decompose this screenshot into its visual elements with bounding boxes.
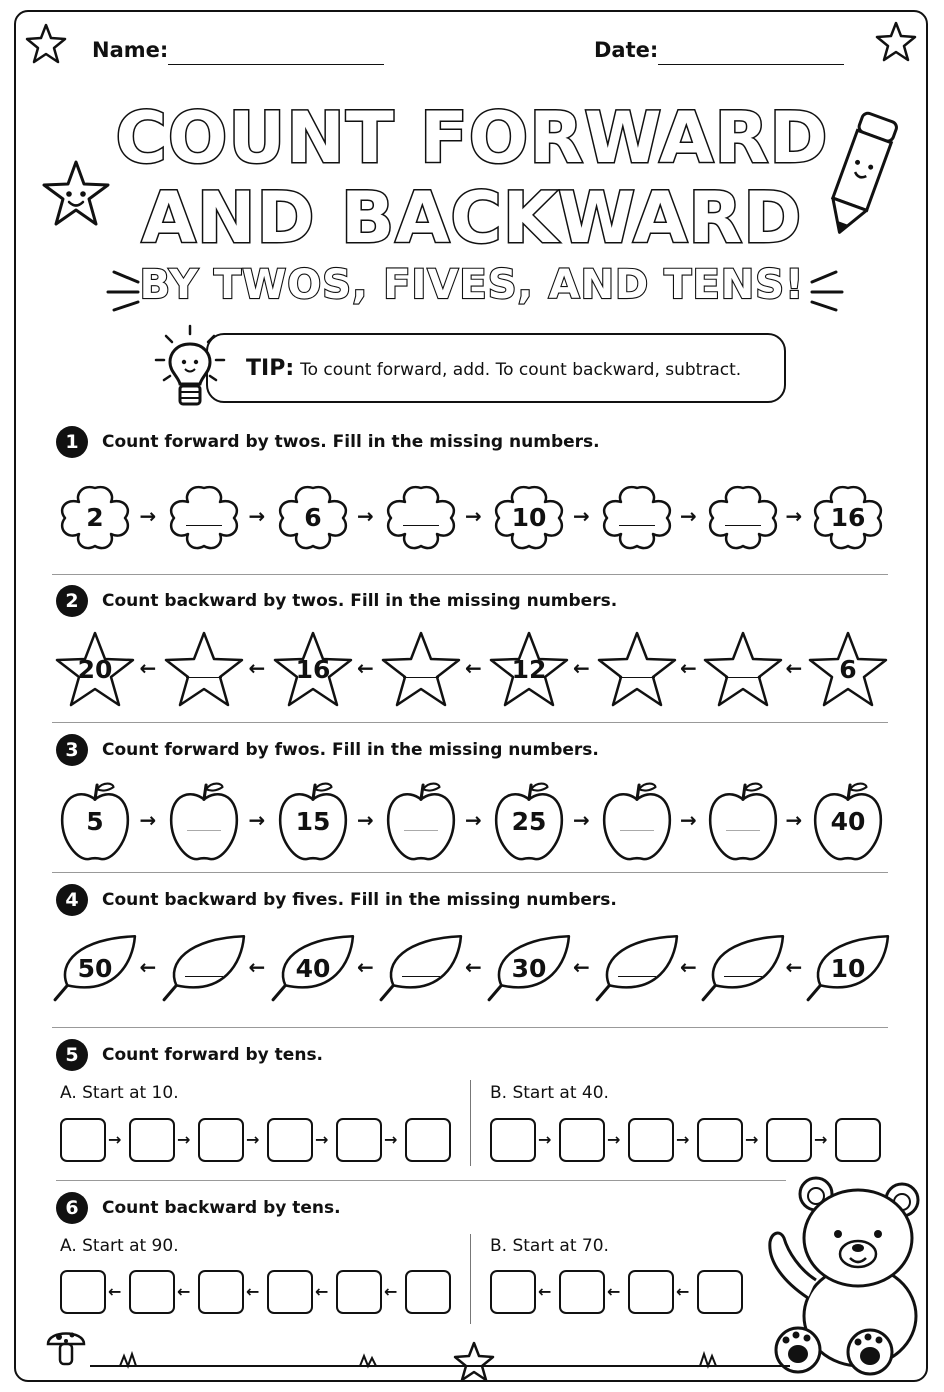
lightbulb-icon [150,322,230,412]
arrow-left-icon: ← [315,1282,329,1301]
answer-box[interactable] [697,1118,743,1162]
arrow-right-icon: → [745,1130,759,1149]
name-label: Name: [92,38,169,62]
sequence-number: 6 [839,654,857,684]
question-text: Count forward by fwos. Fill in the missing numbers. [102,740,599,760]
sequence-number: 10 [511,502,547,532]
flower-number-shape [808,478,888,556]
flower-number-shape [55,478,135,556]
section-divider [52,872,888,873]
tip-text-row [246,356,741,381]
answer-blank[interactable] [725,525,760,526]
arrow-right-icon: → [680,808,697,832]
answer-blank[interactable] [402,976,441,977]
arrow-left-icon: ← [785,656,803,680]
arrow-right-icon: → [785,504,803,528]
star-icon [24,22,68,66]
answer-blank[interactable] [403,677,440,678]
arrow-left-icon: ← [139,656,157,680]
arrow-left-icon: ← [680,656,697,680]
sequence-number: 12 [511,654,547,684]
answer-blank[interactable] [619,677,656,678]
answer-box[interactable] [336,1270,382,1314]
question-text: Count forward by twos. Fill in the missing numbers. [102,432,600,452]
arrow-right-icon: → [384,1130,398,1149]
star-number-shape[interactable] [162,628,246,710]
leaf-number-shape [51,930,139,1006]
answer-blank[interactable] [403,525,438,526]
part-b-label: B. Start at 40. [490,1083,609,1103]
answer-blank[interactable] [186,525,221,526]
sequence-number: 5 [86,806,104,836]
flower-number-shape[interactable] [164,478,244,556]
arrow-left-icon: ← [108,1282,122,1301]
arrow-right-icon: → [357,808,374,832]
leaf-number-shape [804,930,892,1006]
apple-number-shape[interactable] [704,778,782,864]
answer-box[interactable] [559,1118,605,1162]
title-line-2: AND BACKWARD [141,177,803,259]
arrow-left-icon: ← [607,1282,621,1301]
sequence-number: 40 [295,953,331,983]
apple-number-shape[interactable] [165,778,243,864]
star-number-shape [487,628,571,710]
section-divider [56,1180,786,1181]
flower-number-shape [489,478,569,556]
arrow-left-icon: ← [139,955,157,979]
arrow-right-icon: → [538,1130,552,1149]
arrow-right-icon: → [676,1130,690,1149]
answer-box[interactable] [405,1118,451,1162]
arrow-right-icon: → [573,504,590,528]
flower-number-shape[interactable] [381,478,461,556]
answer-box[interactable] [490,1118,536,1162]
arrow-left-icon: ← [384,1282,398,1301]
leaf-number-shape [269,930,357,1006]
apple-number-shape [56,778,134,864]
arrow-left-icon: ← [676,1282,690,1301]
title-line-1: COUNT FORWARD [115,97,829,179]
tip-text: To count forward, add. To count backward, subtract. [300,360,742,380]
question-text: Count backward by tens. [102,1198,341,1218]
answer-box[interactable] [267,1118,313,1162]
answer-blank[interactable] [404,830,438,831]
title-line-3: BY TWOS, FIVES, AND TENS! [139,262,805,308]
arrow-left-icon: ← [465,656,482,680]
question-number: 5 [56,1039,88,1071]
part-a-label: A. Start at 90. [60,1236,179,1256]
sequence-number: 40 [830,806,866,836]
flower-number-shape[interactable] [703,478,783,556]
sequence-number: 10 [830,953,866,983]
tip-label: TIP: [246,356,295,381]
leaf-number-shape[interactable] [160,930,248,1006]
answer-box[interactable] [628,1270,674,1314]
answer-box[interactable] [60,1118,106,1162]
arrow-right-icon: → [680,504,697,528]
answer-blank[interactable] [726,830,760,831]
arrow-left-icon: ← [357,656,374,680]
arrow-left-icon: ← [246,1282,260,1301]
apple-number-shape[interactable] [382,778,460,864]
sparkle-lines-icon [100,262,150,312]
answer-box[interactable] [405,1270,451,1314]
star-number-shape [271,628,355,710]
answer-blank[interactable] [185,976,224,977]
sparkle-lines-icon [800,262,850,312]
grass-icon [90,1346,790,1370]
answer-blank[interactable] [725,677,762,678]
sequence-number: 50 [77,953,113,983]
question-number: 3 [56,734,88,766]
date-label: Date: [594,38,659,62]
answer-blank[interactable] [620,830,654,831]
answer-box[interactable] [129,1270,175,1314]
answer-box[interactable] [697,1270,743,1314]
question-text: Count backward by twos. Fill in the missing numbers. [102,591,618,611]
question-text: Count forward by tens. [102,1045,324,1065]
section-divider [52,722,888,723]
answer-box[interactable] [628,1118,674,1162]
arrow-left-icon: ← [248,656,266,680]
arrow-right-icon: → [607,1130,621,1149]
answer-box[interactable] [267,1270,313,1314]
arrow-right-icon: → [357,504,374,528]
pencil-icon [820,108,900,244]
leaf-number-shape[interactable] [593,930,681,1006]
star-icon [874,20,918,64]
sequence-number: 16 [830,502,866,532]
apple-number-shape [490,778,568,864]
mushroom-icon [44,1322,88,1370]
apple-number-shape [274,778,352,864]
answer-box[interactable] [490,1270,536,1314]
arrow-right-icon: → [315,1130,329,1149]
answer-box[interactable] [60,1270,106,1314]
answer-blank[interactable] [187,830,221,831]
answer-blank[interactable] [618,976,657,977]
sequence-number: 20 [77,654,113,684]
arrow-right-icon: → [785,808,803,832]
star-number-shape[interactable] [379,628,463,710]
question-number: 4 [56,884,88,916]
leaf-number-shape[interactable] [699,930,787,1006]
arrow-left-icon: ← [573,955,590,979]
answer-blank[interactable] [724,976,763,977]
arrow-right-icon: → [246,1130,260,1149]
arrow-left-icon: ← [573,656,590,680]
column-divider [470,1234,471,1324]
answer-box[interactable] [129,1118,175,1162]
answer-box[interactable] [336,1118,382,1162]
section-divider [52,574,888,575]
sequence-number: 6 [304,502,322,532]
star-number-shape [806,628,890,710]
arrow-right-icon: → [139,808,157,832]
flower-number-shape [273,478,353,556]
star-number-shape[interactable] [595,628,679,710]
arrow-right-icon: → [465,808,482,832]
arrow-right-icon: → [139,504,157,528]
apple-number-shape[interactable] [598,778,676,864]
answer-box[interactable] [198,1270,244,1314]
leaf-number-shape [485,930,573,1006]
star-number-shape[interactable] [701,628,785,710]
arrow-right-icon: → [573,808,590,832]
sequence-number: 25 [511,806,547,836]
question-text: Count backward by fives. Fill in the missing numbers. [102,890,617,910]
arrow-left-icon: ← [357,955,374,979]
arrow-right-icon: → [814,1130,828,1149]
section-divider [52,1027,888,1028]
arrow-left-icon: ← [785,955,803,979]
part-a-label: A. Start at 10. [60,1083,179,1103]
star-face-icon [38,158,114,232]
arrow-right-icon: → [108,1130,122,1149]
sequence-number: 15 [295,806,331,836]
apple-number-shape [809,778,887,864]
date-field[interactable] [658,64,844,65]
arrow-right-icon: → [465,504,482,528]
sequence-number: 2 [86,502,104,532]
part-b-label: B. Start at 70. [490,1236,609,1256]
arrow-left-icon: ← [177,1282,191,1301]
arrow-left-icon: ← [465,955,482,979]
answer-blank[interactable] [619,525,654,526]
star-number-shape [53,628,137,710]
question-number: 6 [56,1192,88,1224]
answer-box[interactable] [198,1118,244,1162]
answer-blank[interactable] [186,677,223,678]
answer-box[interactable] [559,1270,605,1314]
arrow-left-icon: ← [248,955,266,979]
name-field[interactable] [168,64,384,65]
leaf-number-shape[interactable] [377,930,465,1006]
answer-box[interactable] [766,1118,812,1162]
question-number: 2 [56,585,88,617]
arrow-left-icon: ← [680,955,697,979]
answer-box[interactable] [835,1118,881,1162]
column-divider [470,1080,471,1166]
arrow-right-icon: → [248,504,266,528]
flower-number-shape[interactable] [597,478,677,556]
arrow-right-icon: → [177,1130,191,1149]
sequence-number: 16 [295,654,331,684]
question-number: 1 [56,426,88,458]
arrow-left-icon: ← [538,1282,552,1301]
arrow-right-icon: → [248,808,266,832]
sequence-number: 30 [511,953,547,983]
